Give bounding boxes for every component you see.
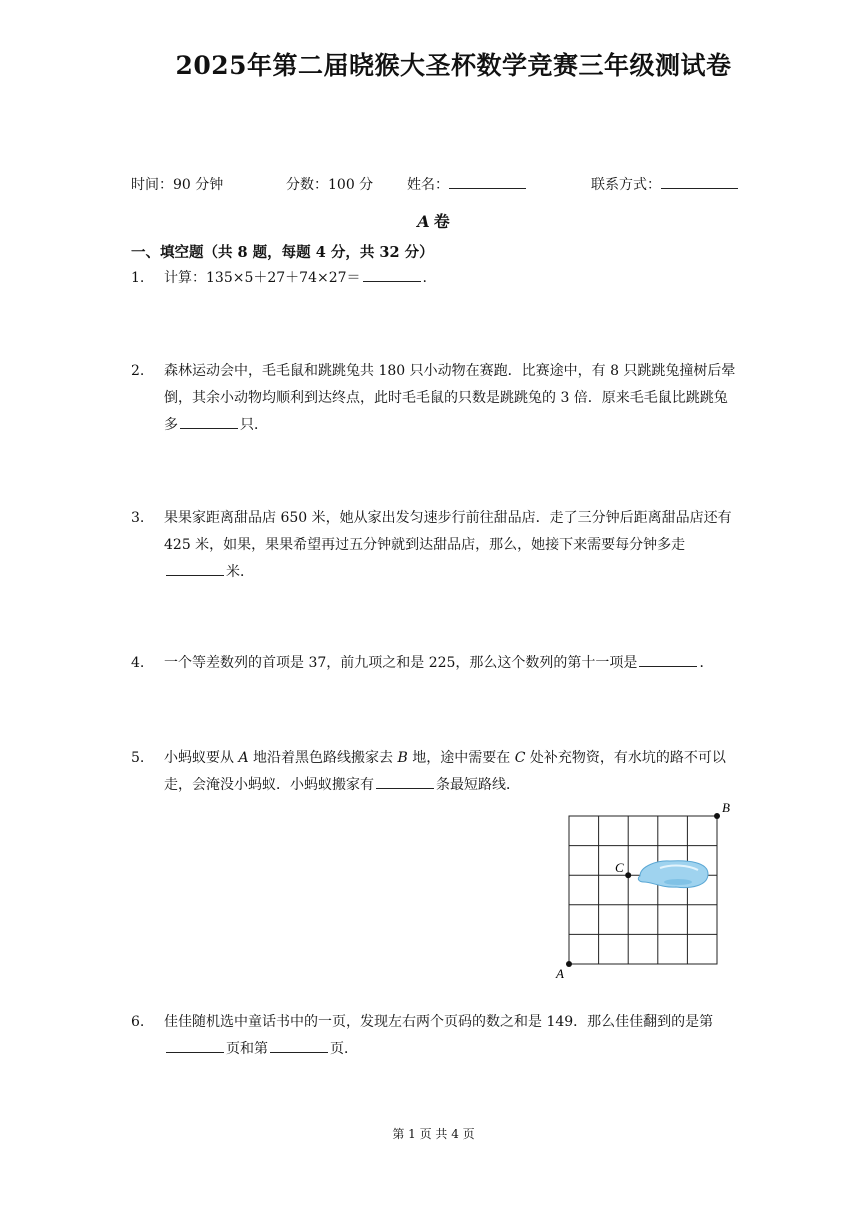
contact-label: 联系方式： — [591, 177, 661, 193]
point-c-dot — [625, 872, 631, 878]
name-label: 姓名： — [407, 177, 449, 193]
question-mid: 页和第 — [226, 1041, 268, 1057]
question-text: 一个等差数列的首项是 37，前九项之和是 225，那么这个数列的第十一项是 — [164, 655, 638, 671]
answer-blank — [180, 416, 238, 429]
point-c: C — [514, 750, 526, 766]
question-number: 6. — [131, 1014, 145, 1030]
question-text: 计算：135×5＋27＋74×27＝ — [164, 270, 361, 286]
question-text: 小蚂蚁要从 — [164, 750, 239, 766]
question-number: 4. — [131, 655, 145, 671]
point-b: B — [397, 750, 408, 766]
page-title: 2025年第二届晓猴大圣杯数学竞赛三年级测试卷 — [175, 51, 732, 80]
question-number: 3. — [131, 510, 145, 526]
question-tail: ． — [699, 655, 714, 671]
label-c: C — [615, 860, 624, 875]
question-2 — [131, 358, 741, 439]
grid-figure — [548, 798, 748, 988]
grid-lines — [569, 816, 717, 964]
question-text: 佳佳随机选中童话书中的一页，发现左右两个页码的数之和是 149．那么佳佳翻到的是第 — [164, 1014, 714, 1030]
question-tail: . — [422, 270, 427, 286]
name-field — [407, 174, 526, 194]
point-a-dot — [566, 961, 572, 967]
answer-blank — [376, 776, 434, 789]
part-heading: 一、填空题（共 8 题，每题 4 分，共 32 分） — [131, 244, 434, 261]
point-b-dot — [714, 813, 720, 819]
question-3 — [131, 505, 741, 586]
question-tail: 米． — [226, 564, 254, 580]
question-number: 1. — [131, 270, 145, 286]
question-tail: 只． — [240, 417, 268, 433]
question-number: 5. — [131, 750, 145, 766]
question-text: 处补充物资，有水坑的路不可以走，会淹没小蚂蚁．小蚂蚁搬家有 — [164, 750, 726, 793]
section-letter: A — [417, 212, 430, 231]
contact-blank — [661, 174, 738, 189]
score-info: 分数：100 分 — [286, 177, 374, 193]
point-a: A — [238, 750, 249, 766]
question-text: 果果家距离甜品店 650 米，她从家出发匀速步行前往甜品店．走了三分钟后距离甜品店还有 425 米，如果，果果希望再过五分钟就到达甜品店，那么，她接下来需要每分钟多走 — [164, 510, 732, 553]
page-footer: 第 1 页 共 4 页 — [392, 1127, 475, 1141]
question-text: 地，途中需要在 — [407, 750, 515, 766]
grid-diagram — [548, 798, 748, 988]
answer-blank — [166, 1040, 224, 1053]
question-6 — [131, 1009, 741, 1063]
answer-blank — [363, 269, 421, 282]
question-1 — [131, 265, 741, 292]
question-tail: 页． — [330, 1041, 358, 1057]
question-number: 2. — [131, 363, 145, 379]
question-5 — [131, 745, 741, 799]
answer-blank — [270, 1040, 328, 1053]
contact-field — [591, 174, 738, 194]
label-a: A — [556, 966, 564, 981]
question-text: 地沿着黑色路线搬家去 — [248, 750, 398, 766]
question-text: 森林运动会中，毛毛鼠和跳跳兔共 180 只小动物在赛跑．比赛途中，有 8 只跳跳兔撞树后晕倒，其余小动物均顺利到达终点，此时毛毛鼠的只数是跳跳兔的 3 倍．原来毛毛鼠比跳跳兔多 — [164, 363, 736, 433]
answer-blank — [166, 563, 224, 576]
time-info: 时间：90 分钟 — [131, 177, 224, 193]
name-blank — [449, 174, 526, 189]
section-heading — [0, 209, 867, 232]
question-tail: 条最短路线． — [436, 777, 520, 793]
label-b: B — [722, 800, 730, 815]
answer-blank — [639, 654, 697, 667]
question-4 — [131, 650, 741, 677]
section-label: 卷 — [433, 212, 450, 231]
water-puddle-icon — [638, 861, 708, 888]
